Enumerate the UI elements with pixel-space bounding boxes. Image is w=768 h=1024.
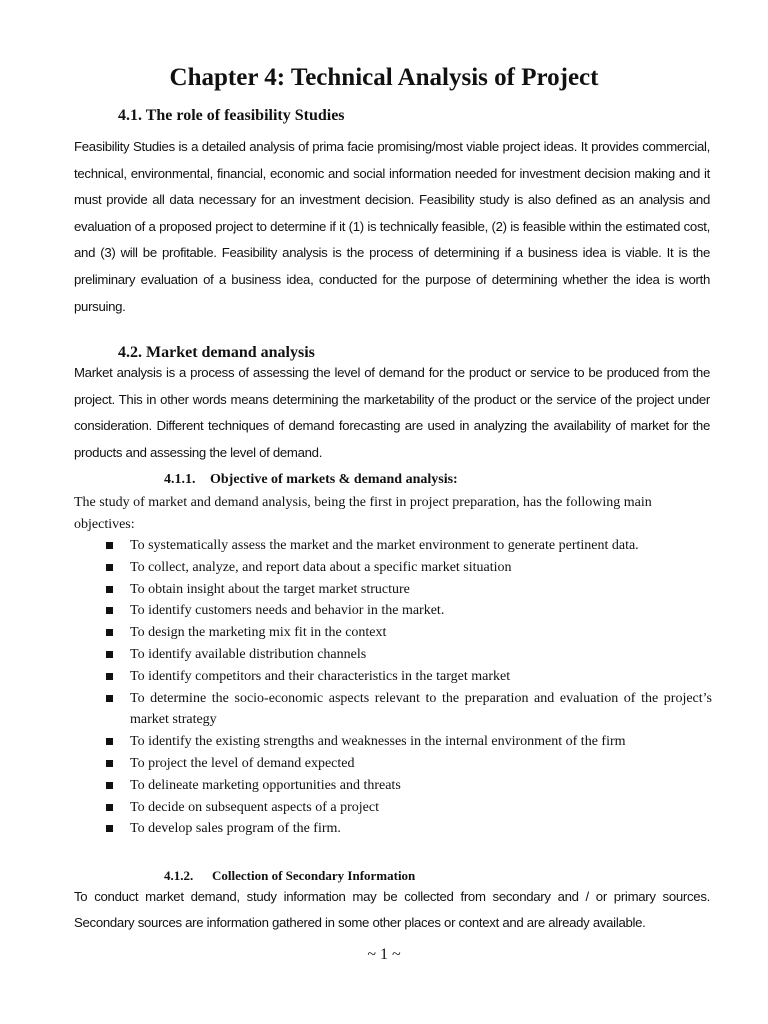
square-bullet-icon [106, 825, 113, 832]
list-item: To decide on subsequent aspects of a project [106, 797, 712, 819]
square-bullet-icon [106, 651, 113, 658]
subsection-number: 4.1.1. [164, 472, 196, 487]
subsection-title: Objective of markets & demand analysis: [210, 472, 458, 487]
square-bullet-icon [106, 760, 113, 767]
subsection-heading-objectives [164, 472, 458, 488]
chapter-title: Chapter 4: Technical Analysis of Project [169, 64, 599, 91]
section-heading-feasibility: 4.1. The role of feasibility Studies [118, 107, 345, 124]
objectives-intro: The study of market and demand analysis, being the first in project preparation, has the following main objectives: [74, 495, 652, 532]
square-bullet-icon [106, 586, 113, 593]
square-bullet-icon [106, 607, 113, 614]
subsection-heading-secondary [164, 868, 415, 884]
square-bullet-icon [106, 629, 113, 636]
list-item: To identify the existing strengths and weaknesses in the internal environment of the firm [106, 731, 712, 753]
objectives-list [106, 535, 712, 840]
list-item: To project the level of demand expected [106, 753, 712, 775]
list-item: To identify available distribution channels [106, 644, 712, 666]
square-bullet-icon [106, 673, 113, 680]
subsection-number: 4.1.2. [164, 868, 194, 883]
secondary-paragraph: To conduct market demand, study information may be collected from secondary and / or primary sources. Secondary sources are information gathered in some other places or context and are already available. [74, 889, 710, 930]
list-item: To design the marketing mix fit in the context [106, 622, 712, 644]
list-item: To obtain insight about the target market structure [106, 579, 712, 601]
list-item: To determine the socio-economic aspects relevant to the preparation and evaluation of the project’s market strategy [106, 688, 712, 732]
square-bullet-icon [106, 804, 113, 811]
subsection-title: Collection of Secondary Information [212, 868, 416, 883]
square-bullet-icon [106, 738, 113, 745]
square-bullet-icon [106, 564, 113, 571]
feasibility-paragraph: Feasibility Studies is a detailed analysis of prima facie promising/most viable project ideas. It provides commercial, technical, environmental, financial, economic and social information needed for investment decision making and it must provide all data necessary for an investment decision. Feasibility study is also defined as an analysis and evaluation of a proposed project to determine if it (1) is technically feasible, (2) is feasible within the estimated cost, and (3) will be profitable. Feasibility analysis is the process of determining if a business idea is viable. It is the preliminary evaluation of a business idea, conducted for the purpose of determining whether the idea is worth pursuing. [74, 139, 710, 314]
list-item: To develop sales program of the firm. [106, 818, 712, 840]
list-item: To delineate marketing opportunities and threats [106, 775, 712, 797]
list-item: To systematically assess the market and the market environment to generate pertinent data. [106, 535, 712, 557]
list-item: To collect, analyze, and report data about a specific market situation [106, 557, 712, 579]
page-number: ~ 1 ~ [367, 946, 401, 963]
list-item: To identify customers needs and behavior in the market. [106, 600, 712, 622]
list-item: To identify competitors and their characteristics in the target market [106, 666, 712, 688]
section-heading-market-demand: 4.2. Market demand analysis [118, 344, 315, 361]
square-bullet-icon [106, 695, 113, 702]
market-demand-paragraph: Market analysis is a process of assessing the level of demand for the product or service to be produced from the project. This in other words means determining the marketability of the product or the service of the project under consideration. Different techniques of demand forecasting are used in analyzing the availability of market for the products and assessing the level of demand. [74, 365, 710, 460]
square-bullet-icon [106, 542, 113, 549]
square-bullet-icon [106, 782, 113, 789]
